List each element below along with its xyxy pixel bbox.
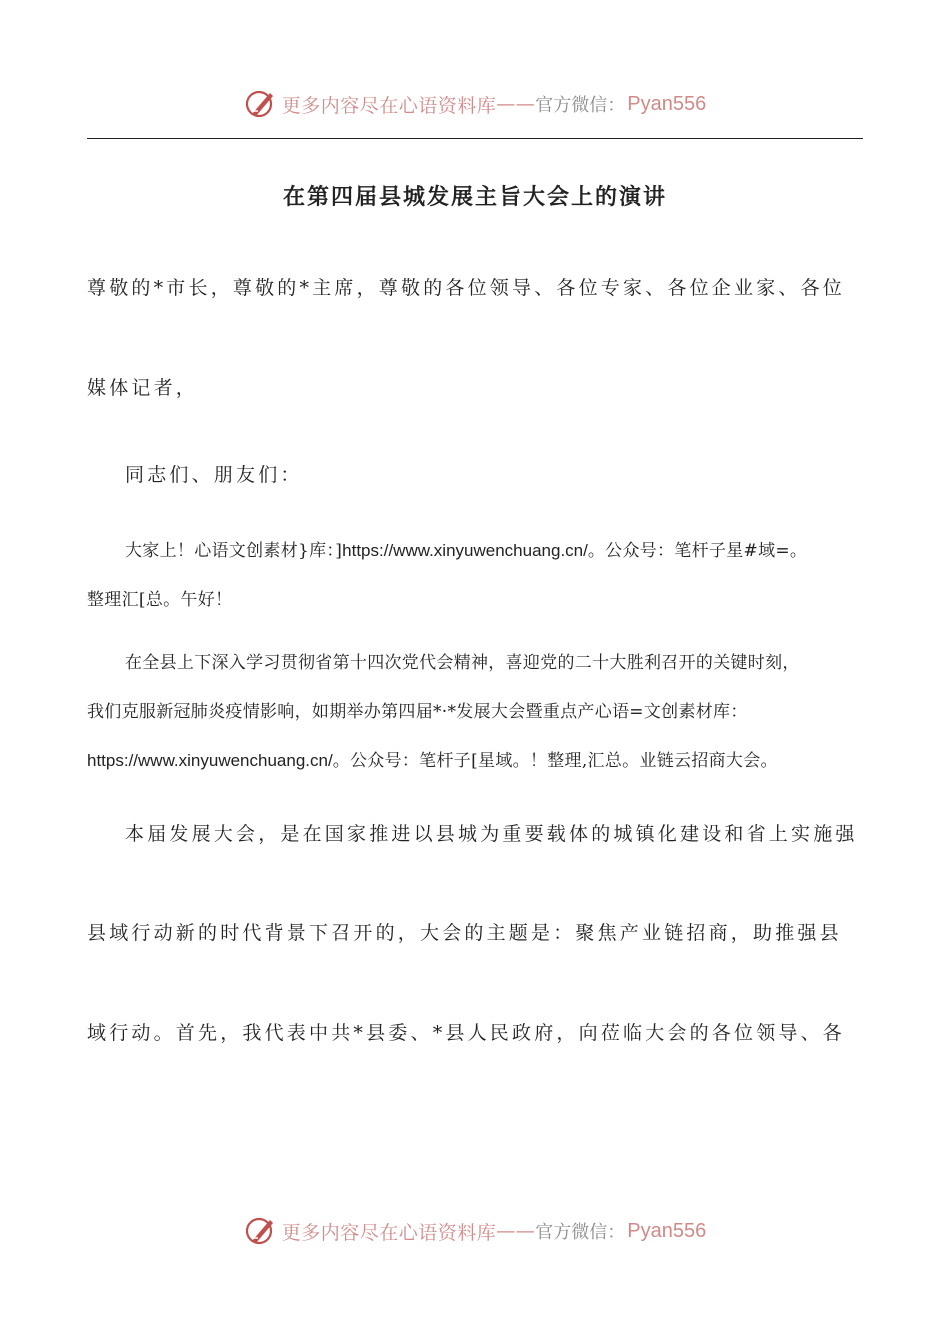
salutation-line-2: 媒体记者， <box>87 377 199 399</box>
promo-dash: —— <box>496 1220 536 1242</box>
paragraph-3-line-3: 域行动。首先，我代表中共*县委、*县人民政府，向莅临大会的各位领导、各 <box>87 1022 846 1044</box>
header-banner <box>0 82 950 126</box>
paragraph-2-line-3 <box>87 746 867 771</box>
paragraph-1-line-1 <box>125 536 865 561</box>
wechat-label: 官方微信： <box>535 1222 626 1243</box>
paragraph-2-line-1: 在全县上下深入学习贯彻省第十四次党代会精神，喜迎党的二十大胜利召开的关键时刻， <box>125 653 800 673</box>
promo-dash: —— <box>496 93 536 115</box>
document-title: 在第四届县城发展主旨大会上的演讲 <box>282 184 667 210</box>
paragraph-1-line-2: 整理汇[总。午好！ <box>87 590 233 610</box>
p1-line1-post: 。公众号：笔杆子星#域=。 <box>587 541 808 561</box>
p1-line1-pre: 大家上！心语文创素材}库：] <box>125 541 343 561</box>
paragraph-3-line-2: 县域行动新的时代背景下召开的，大会的主题是：聚焦产业链招商，助推强县 <box>87 922 842 944</box>
promo-text: 更多内容尽在心语资料库 <box>281 1221 497 1244</box>
p2-line3-post: 。公众号：笔杆子[星域。！整理,汇总。业链云招商大会。 <box>332 751 778 771</box>
paragraph-3-line-1: 本届发展大会，是在国家推进以县城为重要载体的城镇化建设和省上实施强 <box>125 823 858 845</box>
quill-logo-icon <box>244 87 278 121</box>
header-divider <box>87 138 863 139</box>
paragraph-2-line-2: 我们克服新冠肺炎疫情影响，如期举办第四届*·*发展大会暨重点产心语=文创素材库： <box>87 702 748 722</box>
salutation-line-1: 尊敬的*市长，尊敬的*主席，尊敬的各位领导、各位专家、各位企业家、各位 <box>87 277 846 299</box>
promo-text: 更多内容尽在心语资料库 <box>281 94 497 117</box>
wechat-id: Pyan556 <box>627 1219 707 1242</box>
quill-logo-icon <box>244 1214 278 1248</box>
p1-url: https://www.xinyuwenchuang.cn/ <box>342 541 588 560</box>
footer-banner <box>0 1209 950 1253</box>
wechat-id: Pyan556 <box>627 92 707 115</box>
p2-url: https://www.xinyuwenchuang.cn/ <box>87 751 333 770</box>
wechat-label: 官方微信： <box>535 95 626 116</box>
greeting: 同志们、朋友们： <box>125 464 303 486</box>
